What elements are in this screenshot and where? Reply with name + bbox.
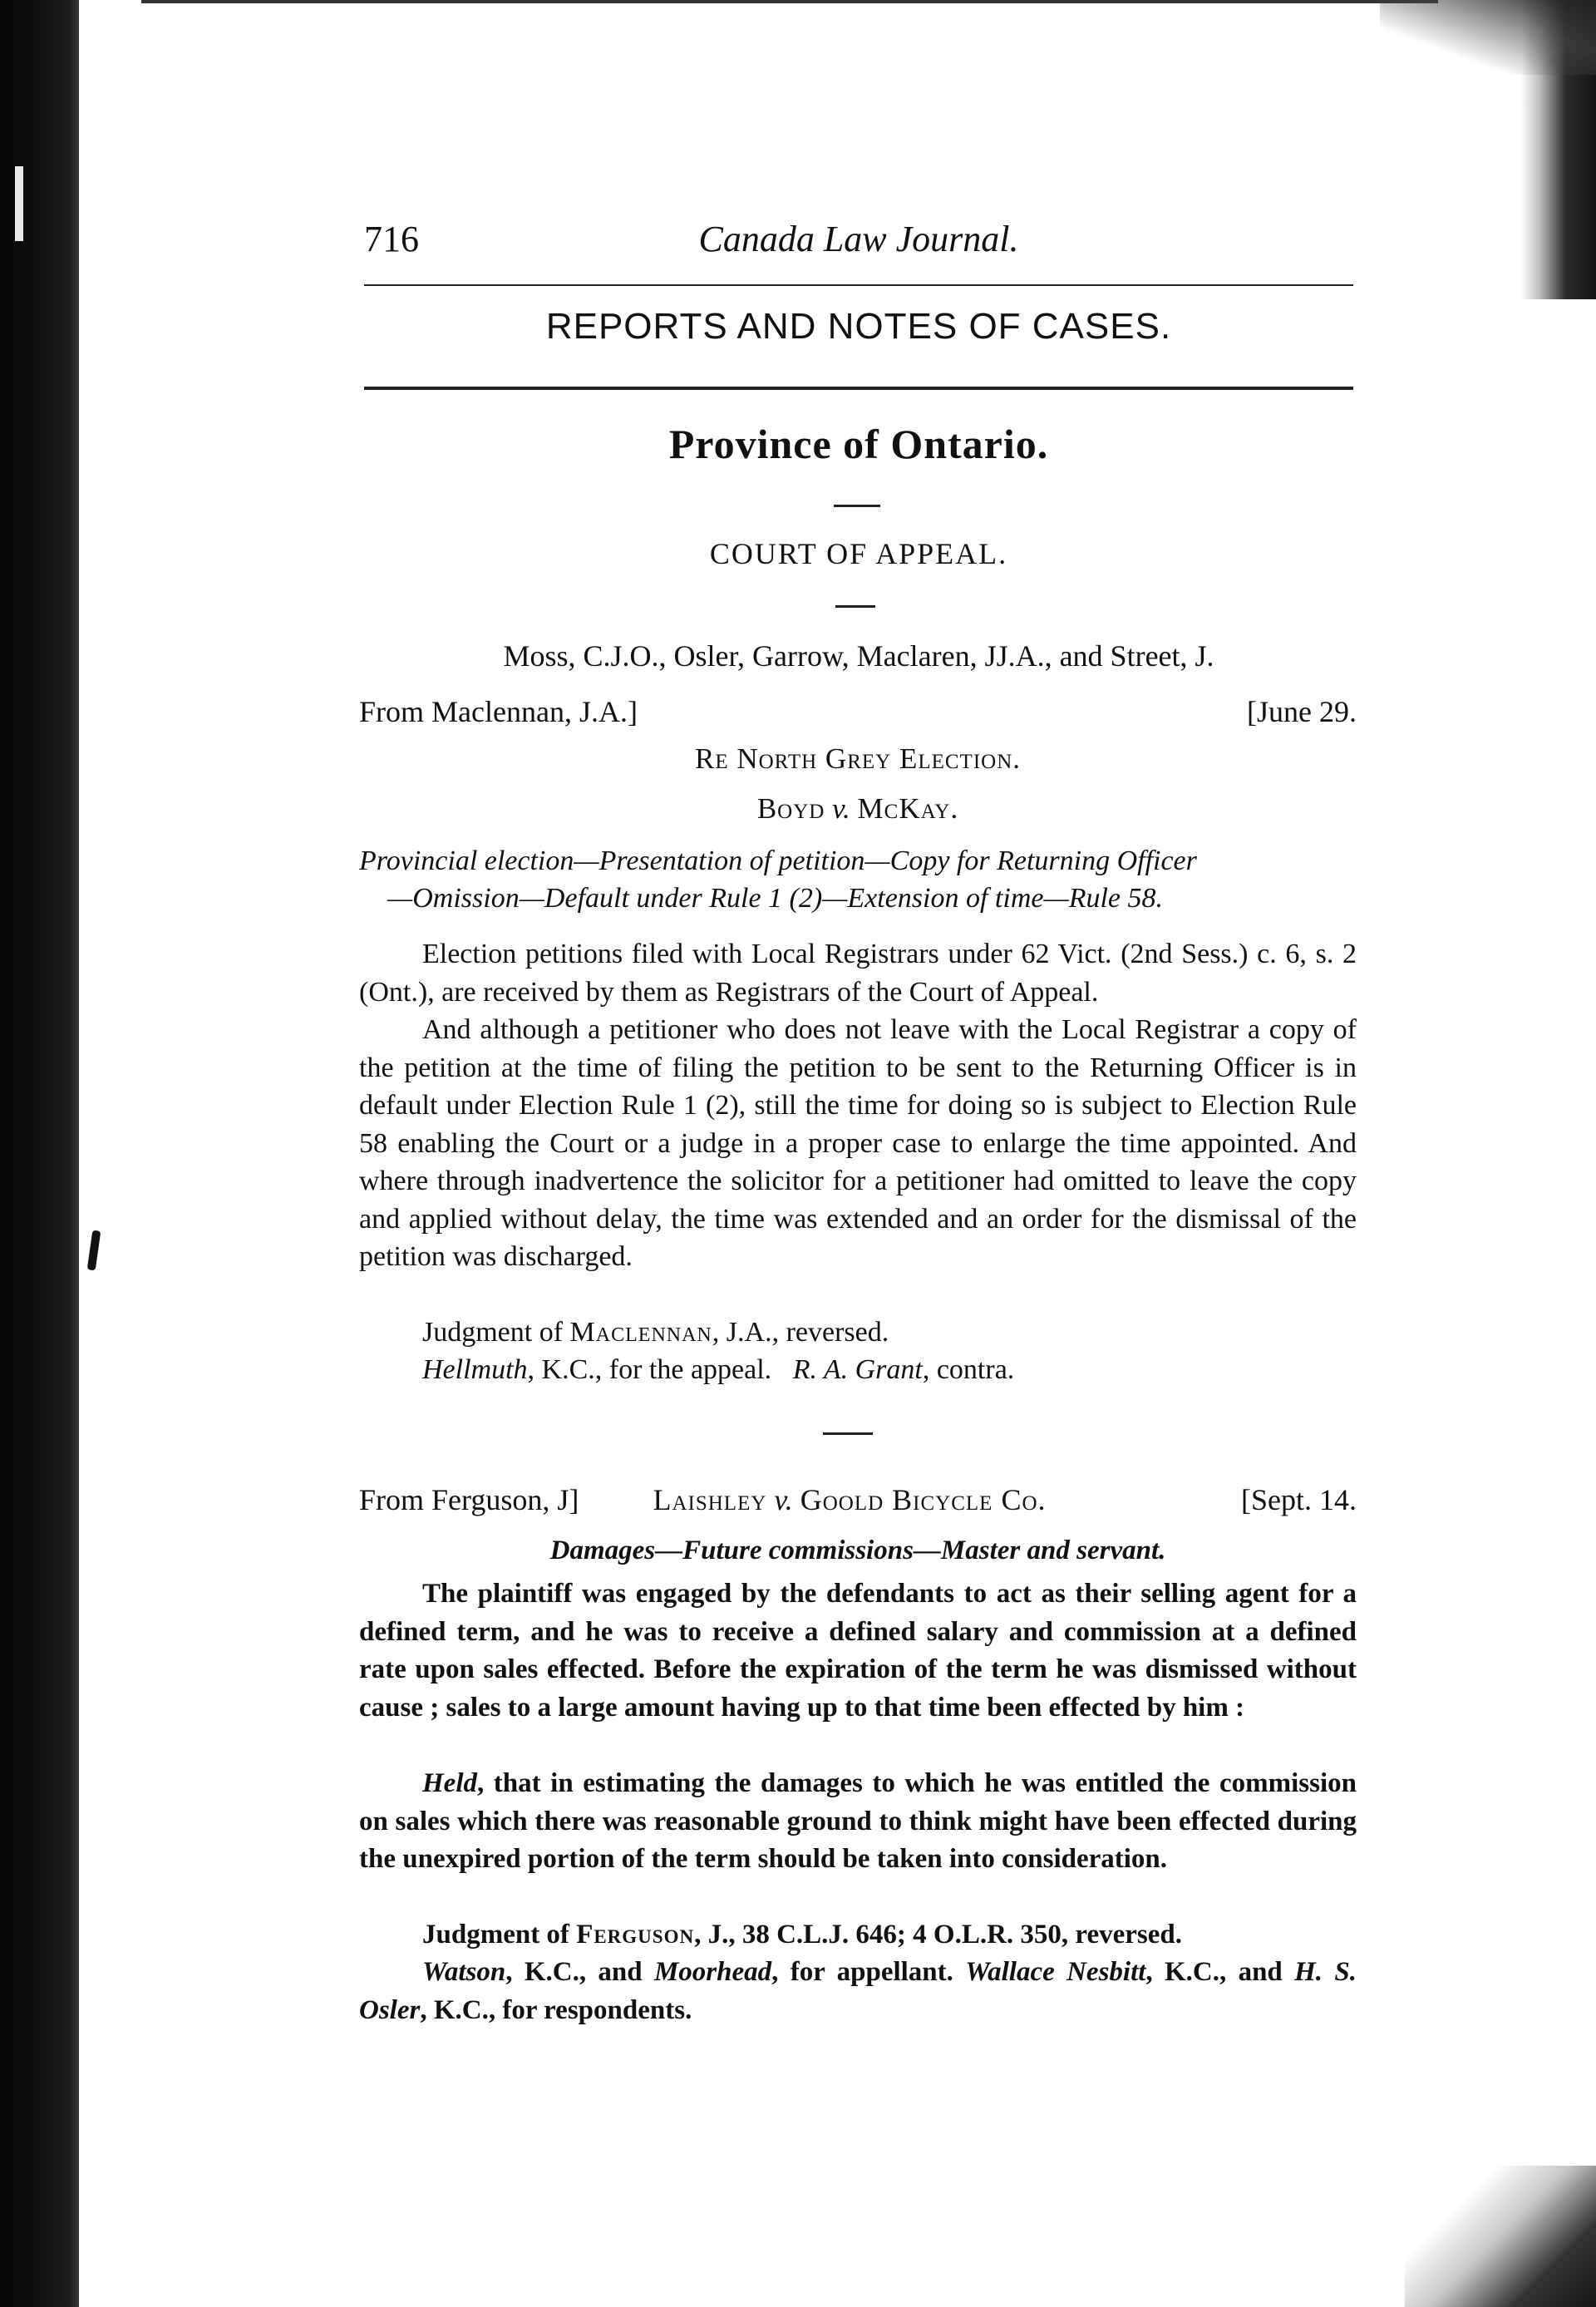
counsel-text: , K.C., and bbox=[505, 1957, 654, 1987]
counsel-text: , K.C., for the appeal. bbox=[527, 1354, 772, 1385]
judges-line: Moss, C.J.O., Osler, Garrow, Maclaren, JJ.A., and Street, J. bbox=[503, 639, 1214, 673]
party-name: Boyd bbox=[756, 792, 825, 825]
case-title bbox=[342, 1482, 1357, 1517]
counsel-name: Moorhead bbox=[653, 1957, 772, 1987]
running-head bbox=[364, 218, 1353, 268]
court-heading: COURT OF APPEAL. bbox=[709, 537, 1008, 570]
judge-name: Ferguson bbox=[576, 1920, 695, 1950]
versus: v. bbox=[832, 792, 850, 825]
judgment-prefix: Judgment of bbox=[422, 1317, 564, 1348]
headnote bbox=[359, 842, 1357, 917]
party-name: McKay. bbox=[857, 792, 959, 825]
counsel-name: R. A. Grant bbox=[792, 1354, 923, 1385]
divider bbox=[823, 1432, 873, 1435]
party-name: Goold Bicycle Co. bbox=[800, 1483, 1047, 1516]
paragraph: And although a petitioner who does not leave with the Local Registrar a copy of the petition at the time of filing the petition to be sent to the Returning Officer is in default under Election Rule 1 (2), still the time for doing so is subject to Election Rule 58 enabling the Court or a judge in a proper case to enlarge the time appointed. And where through inadvertence the solicitor for a petitioner had omitted to leave the copy and applied without delay, the time was extended and an order for the dismissal of the petition was discharged. bbox=[359, 1014, 1357, 1272]
counsel-text: , K.C., and bbox=[1145, 1957, 1295, 1987]
case-parties bbox=[359, 792, 1357, 826]
paragraph-text: , that in estimating the damages to which he was entitled the commission on sales which there was reasonable ground to think might have been effected during the unexpired portion of the term should be taken into consideration. bbox=[359, 1768, 1357, 1874]
versus: v. bbox=[774, 1483, 793, 1516]
appeal-from: From Ferguson, J] bbox=[359, 1483, 579, 1516]
counsel-name: Watson bbox=[422, 1957, 506, 1987]
counsel-line bbox=[359, 1351, 1420, 1388]
divider bbox=[835, 605, 875, 608]
held-word: Held bbox=[422, 1768, 477, 1798]
headnote-line: Provincial election—Presentation of petition—Copy for Returning Officer bbox=[359, 845, 1197, 876]
party-name: Laishley bbox=[653, 1483, 767, 1516]
judge-name: Maclennan bbox=[569, 1317, 712, 1348]
section-rule bbox=[364, 387, 1353, 390]
judgment-line bbox=[359, 1314, 1357, 1352]
headnote-line: —Omission—Default under Rule 1 (2)—Extension of time—Rule 58. bbox=[387, 883, 1164, 914]
paragraph bbox=[359, 1765, 1357, 1879]
counsel-name: Hellmuth bbox=[422, 1354, 528, 1385]
journal-title: Canada Law Journal. bbox=[698, 219, 1019, 259]
page-number: 716 bbox=[364, 219, 419, 259]
paragraph: The plaintiff was engaged by the defendants to act as their selling agent for a defined term, and he was to receive a defined salary and commission at a defined rate upon sales effected. Before the expiration of the term he was dismissed without cause ; sales to a large amount having up to that time been effected by him : bbox=[359, 1579, 1357, 1723]
divider bbox=[834, 505, 880, 507]
judgment-suffix: , J., 38 C.L.J. 646; 4 O.L.R. 350, reversed. bbox=[694, 1920, 1183, 1950]
counsel-name: Wallace Nesbitt bbox=[965, 1957, 1146, 1987]
appeal-from-row bbox=[359, 694, 1357, 732]
header-rule bbox=[364, 284, 1353, 286]
appeal-from: From Maclennan, J.A.] bbox=[359, 695, 638, 728]
counsel-name: H. S. Osler bbox=[359, 1957, 1357, 2025]
paragraph: Election petitions filed with Local Registrars under 62 Vict. (2nd Sess.) c. 6, s. 2 (Ont.), are received by them as Registrars of the Court of Appeal. bbox=[359, 939, 1357, 1008]
province-heading: Province of Ontario. bbox=[668, 421, 1049, 467]
judgment-line bbox=[359, 1916, 1357, 1955]
counsel-text: , contra. bbox=[922, 1354, 1015, 1385]
headnote: Damages—Future commissions—Master and servant. bbox=[549, 1536, 1166, 1565]
case-title: Re North Grey Election. bbox=[694, 742, 1022, 775]
judgment-prefix: Judgment of bbox=[422, 1920, 569, 1950]
counsel-text: , K.C., for respondents. bbox=[420, 1994, 692, 2025]
counsel-line bbox=[359, 1954, 1357, 2029]
judgment-suffix: , J.A., reversed. bbox=[712, 1317, 889, 1348]
counsel-text: , for appellant. bbox=[771, 1957, 966, 1987]
decision-date: [Sept. 14. bbox=[1241, 1483, 1357, 1516]
case2-header-row bbox=[359, 1482, 1357, 1521]
section-title: REPORTS AND NOTES OF CASES. bbox=[545, 306, 1172, 347]
decision-date: [June 29. bbox=[1247, 695, 1357, 728]
